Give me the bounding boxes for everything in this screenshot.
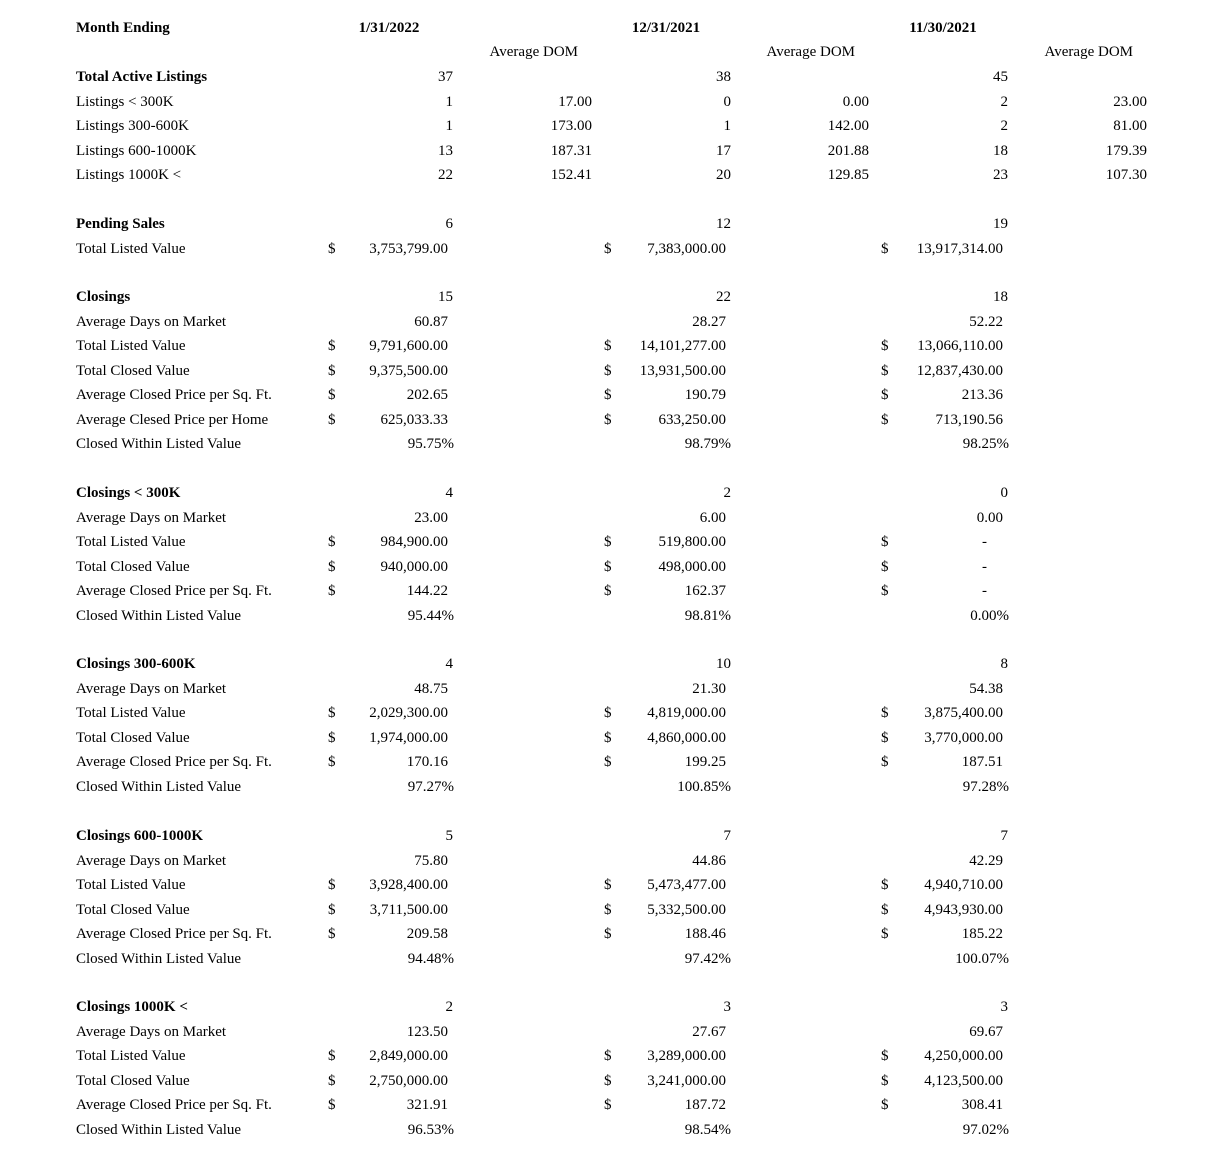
percent-value: 97.42% xyxy=(684,950,731,967)
average-dom-value: 142.00 xyxy=(827,118,869,134)
metric-row xyxy=(0,530,1223,554)
metric-value: 308.41 xyxy=(961,1097,1003,1113)
section-total: 7 xyxy=(723,828,731,844)
metric-value: 170.16 xyxy=(406,754,448,770)
metric-value: 3,770,000.00 xyxy=(924,729,1003,746)
average-dom-value: 129.85 xyxy=(827,167,869,183)
row-label: Average Closed Price per Sq. Ft. xyxy=(76,926,272,942)
metric-value: 75.80 xyxy=(414,852,448,869)
currency-symbol: $ xyxy=(881,705,889,721)
metric-value: 6.00 xyxy=(699,509,726,526)
row-label: Average Closed Price per Sq. Ft. xyxy=(76,583,272,599)
currency-symbol: $ xyxy=(328,729,336,746)
metric-value: 3,928,400.00 xyxy=(369,877,448,893)
metric-value: 188.46 xyxy=(684,926,726,942)
metric-value: 190.79 xyxy=(684,387,726,403)
section-title: Pending Sales xyxy=(76,216,165,232)
metric-value: 21.30 xyxy=(692,680,726,697)
month-header: 11/30/2021 xyxy=(909,20,977,36)
currency-symbol: $ xyxy=(328,926,336,942)
section-total: 2 xyxy=(723,485,731,501)
section-total: 15 xyxy=(438,289,453,305)
average-dom-value: 152.41 xyxy=(550,167,592,183)
currency-symbol: $ xyxy=(881,362,889,379)
metric-row xyxy=(0,922,1223,946)
metric-row xyxy=(0,1118,1223,1142)
average-dom-header: Average DOM xyxy=(766,44,855,60)
listing-count: 0 xyxy=(723,93,731,110)
listing-count: 2 xyxy=(1000,93,1008,110)
listing-count: 22 xyxy=(438,167,453,183)
currency-symbol: $ xyxy=(881,901,889,918)
currency-symbol: $ xyxy=(604,729,612,746)
section-title-row xyxy=(0,481,1223,505)
currency-symbol: $ xyxy=(604,534,612,550)
currency-symbol: $ xyxy=(604,705,612,721)
currency-symbol: $ xyxy=(881,1097,889,1113)
currency-symbol: $ xyxy=(328,583,336,599)
metric-value: 69.67 xyxy=(969,1023,1003,1040)
metric-value: 199.25 xyxy=(684,754,726,770)
metric-value: 2,029,300.00 xyxy=(369,705,448,721)
metric-row xyxy=(0,237,1223,261)
listing-count: 23 xyxy=(993,167,1008,183)
row-label: Total Listed Value xyxy=(76,338,186,354)
section-title-row xyxy=(0,65,1223,89)
listing-count: 18 xyxy=(993,142,1008,159)
row-label: Average Days on Market xyxy=(76,1023,227,1040)
currency-symbol: $ xyxy=(881,558,889,575)
row-label: Total Closed Value xyxy=(76,901,190,918)
metric-value: 185.22 xyxy=(961,926,1003,942)
row-label: Average Closed Price per Sq. Ft. xyxy=(76,387,272,403)
metric-value: 5,332,500.00 xyxy=(647,901,726,918)
metric-value: 3,289,000.00 xyxy=(647,1048,726,1064)
metric-row xyxy=(0,677,1223,701)
section-total: 12 xyxy=(716,216,731,232)
metric-value: 187.72 xyxy=(684,1097,726,1113)
currency-symbol: $ xyxy=(328,754,336,770)
row-label: Total Closed Value xyxy=(76,558,190,575)
row-label: Closed Within Listed Value xyxy=(76,436,242,452)
section-total: 38 xyxy=(716,69,731,85)
listing-count: 13 xyxy=(438,142,453,159)
section-title-row xyxy=(0,995,1223,1019)
average-dom-value: 179.39 xyxy=(1105,142,1147,159)
section-total: 8 xyxy=(1000,656,1008,672)
row-label: Average Days on Market xyxy=(76,680,227,697)
metric-row xyxy=(0,775,1223,799)
percent-value: 97.28% xyxy=(962,778,1009,795)
average-dom-value: 23.00 xyxy=(1113,93,1147,110)
percent-value: 100.85% xyxy=(677,778,731,795)
row-label: Total Listed Value xyxy=(76,705,186,721)
metric-value: 2,750,000.00 xyxy=(369,1072,448,1089)
metric-value: 28.27 xyxy=(692,313,726,330)
percent-value: 98.79% xyxy=(684,436,731,452)
currency-symbol: $ xyxy=(604,901,612,918)
metric-value: 498,000.00 xyxy=(658,558,726,575)
section-total: 5 xyxy=(445,828,453,844)
metric-value: 52.22 xyxy=(969,313,1003,330)
currency-symbol: $ xyxy=(881,877,889,893)
metric-value: 123.50 xyxy=(406,1023,448,1040)
metric-value: 213.36 xyxy=(961,387,1003,403)
percent-value: 95.44% xyxy=(407,607,454,624)
row-label: Average Days on Market xyxy=(76,852,227,869)
metric-value: 625,033.33 xyxy=(380,411,448,428)
metric-value: 209.58 xyxy=(406,926,448,942)
row-label: Closed Within Listed Value xyxy=(76,607,242,624)
metric-row xyxy=(0,408,1223,432)
metric-row xyxy=(0,506,1223,530)
section-title-row xyxy=(0,285,1223,309)
month-header: 1/31/2022 xyxy=(358,20,420,36)
metric-value: 0.00 xyxy=(976,509,1003,526)
currency-symbol: $ xyxy=(328,558,336,575)
currency-symbol: $ xyxy=(328,534,336,550)
row-label: Average Clesed Price per Home xyxy=(76,411,269,428)
metric-value: 713,190.56 xyxy=(935,411,1003,428)
currency-symbol: $ xyxy=(881,1048,889,1064)
row-label: Closed Within Listed Value xyxy=(76,950,242,967)
currency-symbol: $ xyxy=(604,558,612,575)
currency-symbol: $ xyxy=(328,705,336,721)
section-total: 0 xyxy=(1000,485,1008,501)
metric-value: 44.86 xyxy=(692,852,726,869)
metric-row xyxy=(0,947,1223,971)
section-total: 19 xyxy=(993,216,1008,232)
section-title: Closings xyxy=(76,289,131,305)
average-dom-header: Average DOM xyxy=(1044,44,1133,60)
currency-symbol: $ xyxy=(604,387,612,403)
currency-symbol: $ xyxy=(604,1072,612,1089)
listing-row xyxy=(0,90,1223,114)
metric-row xyxy=(0,849,1223,873)
row-label: Total Listed Value xyxy=(76,877,186,893)
metric-value: 202.65 xyxy=(406,387,448,403)
section-title: Closings < 300K xyxy=(76,485,181,501)
metric-row xyxy=(0,701,1223,725)
currency-symbol: $ xyxy=(604,240,612,257)
header-row xyxy=(0,16,1223,40)
percent-value: 98.54% xyxy=(684,1121,731,1138)
metric-value: 9,375,500.00 xyxy=(369,362,448,379)
row-label: Listings 600-1000K xyxy=(76,142,197,159)
average-dom-header: Average DOM xyxy=(489,44,578,60)
metric-row xyxy=(0,579,1223,603)
percent-value: 94.48% xyxy=(407,950,454,967)
currency-symbol: $ xyxy=(881,1072,889,1089)
row-label: Listings 300-600K xyxy=(76,118,189,134)
section-total: 45 xyxy=(993,69,1008,85)
currency-symbol: $ xyxy=(328,1048,336,1064)
metric-value: 162.37 xyxy=(684,583,726,599)
metric-value: 3,875,400.00 xyxy=(924,705,1003,721)
currency-symbol: $ xyxy=(881,387,889,403)
metric-value: 321.91 xyxy=(406,1097,448,1113)
percent-value: 96.53% xyxy=(407,1121,454,1138)
metric-row xyxy=(0,555,1223,579)
currency-symbol: $ xyxy=(328,877,336,893)
row-label: Average Days on Market xyxy=(76,313,227,330)
section-total: 2 xyxy=(445,999,453,1015)
listing-row xyxy=(0,163,1223,187)
percent-value: 100.07% xyxy=(955,950,1009,967)
metric-row xyxy=(0,726,1223,750)
metric-value: 13,931,500.00 xyxy=(639,362,726,379)
currency-symbol: $ xyxy=(604,362,612,379)
metric-row xyxy=(0,1069,1223,1093)
metric-row xyxy=(0,1044,1223,1068)
average-dom-value: 187.31 xyxy=(550,142,592,159)
row-label: Listings < 300K xyxy=(76,93,174,110)
metric-row xyxy=(0,359,1223,383)
section-title-row xyxy=(0,652,1223,676)
metric-value: 60.87 xyxy=(414,313,448,330)
metric-value: 633,250.00 xyxy=(658,411,726,428)
metric-value: 4,250,000.00 xyxy=(924,1048,1003,1064)
currency-symbol: $ xyxy=(881,411,889,428)
listing-count: 1 xyxy=(723,118,731,134)
average-dom-value: 81.00 xyxy=(1113,118,1147,134)
metric-value: 9,791,600.00 xyxy=(369,338,448,354)
section-title-row xyxy=(0,212,1223,236)
average-dom-value: 201.88 xyxy=(827,142,869,159)
month-ending-label: Month Ending xyxy=(76,20,170,36)
metric-value: 54.38 xyxy=(969,680,1003,697)
section-total: 3 xyxy=(723,999,731,1015)
listing-count: 1 xyxy=(445,93,453,110)
metric-value: 187.51 xyxy=(961,754,1003,770)
listing-count: 20 xyxy=(716,167,731,183)
percent-value: 98.81% xyxy=(684,607,731,624)
metric-value: 3,711,500.00 xyxy=(369,901,448,918)
metric-row xyxy=(0,432,1223,456)
currency-symbol: $ xyxy=(881,534,889,550)
currency-symbol: $ xyxy=(328,1097,336,1113)
row-label: Average Closed Price per Sq. Ft. xyxy=(76,1097,272,1113)
section-total: 18 xyxy=(993,289,1008,305)
currency-symbol: $ xyxy=(604,583,612,599)
section-total: 3 xyxy=(1000,999,1008,1015)
metric-row xyxy=(0,898,1223,922)
section-title: Total Active Listings xyxy=(76,69,208,85)
currency-symbol: $ xyxy=(328,338,336,354)
section-total: 6 xyxy=(445,216,453,232)
row-label: Total Listed Value xyxy=(76,240,186,257)
average-dom-value: 173.00 xyxy=(550,118,592,134)
listing-row xyxy=(0,114,1223,138)
metric-value: 4,860,000.00 xyxy=(647,729,726,746)
metric-row xyxy=(0,1020,1223,1044)
metric-value: - xyxy=(982,558,987,575)
currency-symbol: $ xyxy=(604,1048,612,1064)
metric-value: - xyxy=(982,583,987,599)
section-title: Closings 300-600K xyxy=(76,656,196,672)
metric-row xyxy=(0,383,1223,407)
currency-symbol: $ xyxy=(328,411,336,428)
listing-count: 2 xyxy=(1000,118,1008,134)
metric-value: 27.67 xyxy=(692,1023,726,1040)
metric-value: 48.75 xyxy=(414,680,448,697)
metric-value: 519,800.00 xyxy=(658,534,726,550)
row-label: Closed Within Listed Value xyxy=(76,778,242,795)
section-total: 37 xyxy=(438,69,453,85)
metric-value: 940,000.00 xyxy=(380,558,448,575)
percent-value: 0.00% xyxy=(970,607,1009,624)
currency-symbol: $ xyxy=(881,754,889,770)
metric-row xyxy=(0,1093,1223,1117)
metric-value: 3,753,799.00 xyxy=(369,240,448,257)
metric-value: 4,819,000.00 xyxy=(647,705,726,721)
metric-value: 2,849,000.00 xyxy=(369,1048,448,1064)
metric-value: 4,123,500.00 xyxy=(924,1072,1003,1089)
section-total: 7 xyxy=(1000,828,1008,844)
metric-value: 984,900.00 xyxy=(380,534,448,550)
metric-row xyxy=(0,334,1223,358)
row-label: Total Closed Value xyxy=(76,362,190,379)
currency-symbol: $ xyxy=(604,926,612,942)
row-label: Closed Within Listed Value xyxy=(76,1121,242,1138)
average-dom-value: 0.00 xyxy=(842,93,869,110)
section-title: Closings 600-1000K xyxy=(76,828,204,844)
metric-value: 144.22 xyxy=(406,583,448,599)
listing-row xyxy=(0,139,1223,163)
section-total: 4 xyxy=(445,656,453,672)
currency-symbol: $ xyxy=(604,338,612,354)
row-label: Total Listed Value xyxy=(76,534,186,550)
row-label: Total Closed Value xyxy=(76,1072,190,1089)
average-dom-value: 107.30 xyxy=(1105,167,1147,183)
metric-value: 7,383,000.00 xyxy=(647,240,726,257)
currency-symbol: $ xyxy=(604,877,612,893)
section-title-row xyxy=(0,824,1223,848)
currency-symbol: $ xyxy=(328,387,336,403)
metric-value: 23.00 xyxy=(414,509,448,526)
metric-value: - xyxy=(982,534,987,550)
section-total: 10 xyxy=(716,656,731,672)
metric-row xyxy=(0,750,1223,774)
metric-value: 12,837,430.00 xyxy=(916,362,1003,379)
currency-symbol: $ xyxy=(328,901,336,918)
metric-row xyxy=(0,310,1223,334)
row-label: Average Closed Price per Sq. Ft. xyxy=(76,754,272,770)
currency-symbol: $ xyxy=(881,240,889,257)
percent-value: 98.25% xyxy=(962,436,1009,452)
row-label: Average Days on Market xyxy=(76,509,227,526)
row-label: Total Closed Value xyxy=(76,729,190,746)
metric-value: 42.29 xyxy=(969,852,1003,869)
currency-symbol: $ xyxy=(604,1097,612,1113)
percent-value: 95.75% xyxy=(407,436,454,452)
metric-value: 4,940,710.00 xyxy=(924,877,1003,893)
row-label: Total Listed Value xyxy=(76,1048,186,1064)
currency-symbol: $ xyxy=(328,362,336,379)
metric-value: 4,943,930.00 xyxy=(924,901,1003,918)
metric-row xyxy=(0,604,1223,628)
currency-symbol: $ xyxy=(604,411,612,428)
metric-value: 3,241,000.00 xyxy=(647,1072,726,1089)
section-title: Closings 1000K < xyxy=(76,999,188,1015)
currency-symbol: $ xyxy=(604,754,612,770)
dom-header-row xyxy=(0,40,1223,64)
currency-symbol: $ xyxy=(328,240,336,257)
metric-value: 14,101,277.00 xyxy=(639,338,726,354)
percent-value: 97.27% xyxy=(407,778,454,795)
average-dom-value: 17.00 xyxy=(558,93,592,110)
section-total: 4 xyxy=(445,485,453,501)
percent-value: 97.02% xyxy=(962,1121,1009,1138)
listing-count: 1 xyxy=(445,118,453,134)
metric-value: 5,473,477.00 xyxy=(647,877,726,893)
currency-symbol: $ xyxy=(328,1072,336,1089)
currency-symbol: $ xyxy=(881,926,889,942)
metric-value: 13,066,110.00 xyxy=(917,338,1003,354)
metric-value: 13,917,314.00 xyxy=(916,240,1003,257)
listing-count: 17 xyxy=(716,142,731,159)
metric-row xyxy=(0,873,1223,897)
row-label: Listings 1000K < xyxy=(76,167,182,183)
currency-symbol: $ xyxy=(881,729,889,746)
metric-value: 1,974,000.00 xyxy=(369,729,448,746)
currency-symbol: $ xyxy=(881,583,889,599)
currency-symbol: $ xyxy=(881,338,889,354)
section-total: 22 xyxy=(716,289,731,305)
month-header: 12/31/2021 xyxy=(631,20,701,36)
